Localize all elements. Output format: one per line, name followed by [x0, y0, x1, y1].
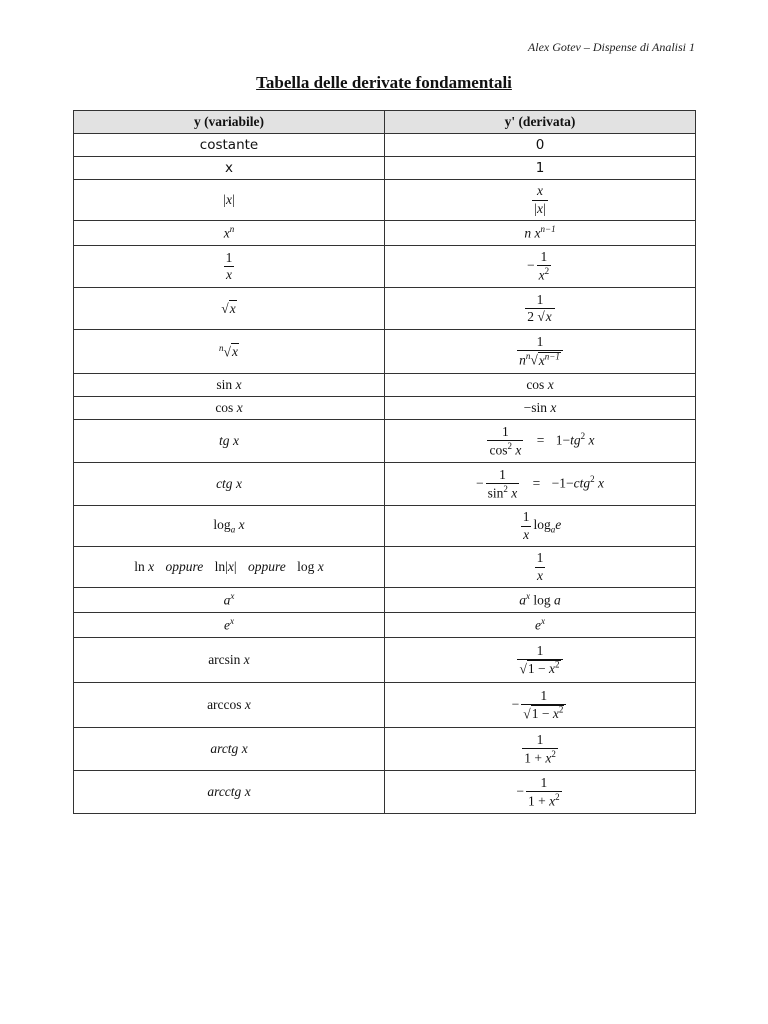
math-radicand	[531, 705, 565, 721]
cell-function	[74, 683, 385, 728]
cell-function: costante	[74, 134, 385, 157]
fraction-denominator	[521, 704, 566, 722]
math-text: √	[523, 706, 531, 722]
cell-derivative	[385, 288, 696, 330]
math-text: x	[538, 352, 545, 368]
cell-function	[74, 506, 385, 547]
table-row	[74, 463, 696, 506]
fraction-denominator	[487, 440, 523, 458]
math-text: x	[511, 485, 518, 501]
math-text: √	[519, 661, 527, 677]
fraction-denominator	[526, 791, 562, 809]
cell-function	[74, 638, 385, 683]
column-header-function: y (variabile)	[74, 111, 385, 134]
fraction-denominator: x	[537, 567, 543, 583]
math-text: √	[537, 309, 545, 324]
fraction-numerator: 1	[540, 774, 548, 790]
math-text: x	[547, 377, 554, 392]
math-text: arcsin	[208, 652, 241, 667]
math-text: cos	[526, 377, 545, 392]
fraction-numerator: 1	[499, 466, 506, 482]
cell-function	[74, 547, 385, 588]
cell-derivative	[385, 683, 696, 728]
math-radicand	[538, 352, 561, 368]
math-text: tg	[219, 433, 230, 448]
fraction-numerator: x	[537, 183, 543, 199]
math-text: x	[545, 750, 552, 766]
fraction-denominator	[486, 483, 520, 501]
cell-function	[74, 330, 385, 374]
cell-derivative	[385, 547, 696, 588]
math-text: −	[526, 257, 535, 273]
math-text: arccos	[207, 697, 242, 712]
math-exponent: 2	[555, 659, 560, 670]
table-row	[74, 246, 696, 288]
cell-derivative	[385, 397, 696, 420]
math-text: ctg	[573, 475, 591, 491]
fraction-numerator: 1	[225, 249, 233, 265]
cell-function	[74, 420, 385, 463]
column-header-derivative: y' (derivata)	[385, 111, 696, 134]
cell-function	[74, 221, 385, 246]
math-radicand	[527, 660, 561, 676]
math-radicand: x	[229, 300, 236, 316]
fraction-denominator	[532, 200, 547, 216]
cell-derivative	[385, 221, 696, 246]
math-text: =	[532, 475, 541, 491]
math-exponent: 2	[503, 483, 508, 494]
table-row	[74, 506, 696, 547]
math-text: n	[524, 225, 532, 241]
math-text: x	[235, 476, 242, 491]
cell-function	[74, 613, 385, 638]
math-text: x	[235, 377, 242, 392]
math-text: log	[533, 592, 551, 608]
math-subscript: a	[230, 524, 236, 535]
math-text: arcctg	[207, 784, 242, 799]
fraction-denominator: x	[523, 526, 530, 542]
cell-function	[74, 374, 385, 397]
table-row	[74, 134, 696, 157]
fraction	[224, 251, 235, 282]
header-note: Alex Gotev – Dispense di Analisi 1	[527, 40, 695, 54]
cell-derivative	[385, 420, 696, 463]
math-text: x	[598, 475, 604, 491]
math-text: x	[226, 192, 232, 207]
math-text: |	[225, 559, 228, 574]
math-text: x	[241, 741, 248, 756]
math-text: oppure	[247, 559, 286, 574]
math-text: tg	[570, 432, 581, 448]
math-text: ln	[134, 559, 145, 574]
math-exponent: n−1	[540, 224, 556, 235]
math-text: log	[533, 517, 551, 533]
math-text: cos	[489, 442, 508, 458]
fraction-numerator: 1	[502, 423, 509, 439]
math-text: log	[213, 517, 231, 533]
table-row	[74, 420, 696, 463]
math-text: x	[515, 442, 522, 458]
fraction-denominator	[517, 659, 562, 677]
fraction-denominator: x	[226, 267, 232, 282]
math-radicand: x	[231, 344, 238, 360]
cell-derivative	[385, 728, 696, 771]
math-text: x	[244, 697, 251, 712]
fraction-numerator: 1	[522, 509, 530, 525]
fraction-numerator: 1	[536, 291, 544, 307]
math-text: ln	[214, 559, 226, 574]
math-text: x	[550, 400, 557, 415]
cell-derivative: 1	[385, 157, 696, 180]
fraction	[537, 250, 552, 283]
fraction	[517, 644, 562, 677]
math-text: −	[476, 475, 484, 491]
cell-derivative	[385, 771, 696, 814]
table-row	[74, 180, 696, 221]
fraction	[525, 293, 555, 324]
math-text: x	[549, 793, 556, 809]
fraction	[521, 689, 566, 722]
table-row	[74, 638, 696, 683]
math-text: sin	[216, 377, 233, 392]
table-row	[74, 547, 696, 588]
math-text: −1−	[551, 475, 574, 491]
math-exponent: x	[230, 616, 234, 627]
math-subscript: a	[550, 524, 556, 535]
cell-derivative	[385, 246, 696, 288]
math-root-index: n	[219, 342, 224, 353]
math-text: 1 +	[528, 793, 546, 809]
fraction-denominator	[525, 308, 555, 324]
cell-function	[74, 246, 385, 288]
math-text: √	[223, 344, 231, 360]
math-text: x	[538, 267, 545, 283]
fraction	[487, 425, 523, 458]
math-text: −	[511, 696, 520, 712]
math-text: a	[519, 592, 526, 608]
math-text: sin	[487, 485, 504, 501]
math-text: x	[227, 559, 234, 574]
fraction	[535, 551, 546, 582]
fraction-denominator	[537, 265, 552, 283]
math-text: =	[536, 432, 545, 448]
math-text: oppure	[165, 559, 204, 574]
math-text: |	[232, 192, 235, 207]
cell-derivative	[385, 374, 696, 397]
math-text: |	[543, 200, 546, 216]
math-text: sin	[531, 400, 547, 415]
cell-function	[74, 771, 385, 814]
math-text: x	[552, 706, 559, 722]
math-text: x	[549, 661, 556, 677]
math-exponent: n	[229, 224, 235, 235]
math-text: 1−	[555, 432, 571, 448]
math-text: 1 −	[527, 661, 546, 677]
table-row	[74, 157, 696, 180]
math-text: −	[516, 783, 524, 799]
math-text: arctg	[210, 741, 239, 756]
table-row	[74, 728, 696, 771]
math-text: |	[233, 559, 237, 574]
math-text: e	[224, 617, 230, 633]
cell-derivative	[385, 463, 696, 506]
math-exponent: x	[525, 591, 530, 602]
table-header-row	[74, 111, 696, 134]
cell-derivative: 0	[385, 134, 696, 157]
math-text: x	[232, 433, 239, 448]
math-text: a	[554, 592, 561, 608]
fraction	[532, 184, 547, 215]
math-radicand: x	[545, 309, 552, 324]
math-text: 1 −	[531, 706, 550, 722]
cell-function	[74, 463, 385, 506]
math-text: x	[238, 517, 245, 533]
table-row	[74, 330, 696, 374]
cell-derivative	[385, 613, 696, 638]
fraction-numerator: 1	[536, 550, 544, 566]
math-text: x	[236, 400, 243, 415]
table-row	[74, 397, 696, 420]
fraction-numerator: 1	[536, 334, 544, 350]
fraction	[526, 776, 562, 809]
math-exponent: x	[541, 616, 545, 627]
table-row	[74, 221, 696, 246]
math-text: √	[221, 300, 229, 316]
math-exponent: 2	[555, 791, 560, 802]
table-row	[74, 288, 696, 330]
math-exponent: 2	[507, 440, 512, 451]
math-text: e	[555, 517, 562, 533]
math-text: 1 +	[524, 750, 542, 766]
fraction-denominator	[517, 350, 563, 368]
math-text: |	[223, 192, 226, 207]
math-exponent: 2	[544, 266, 550, 277]
math-text: cos	[215, 400, 234, 415]
table-row	[74, 771, 696, 814]
fraction-numerator: 1	[540, 687, 548, 703]
derivatives-table	[73, 110, 696, 814]
cell-function	[74, 180, 385, 221]
math-exponent: x	[230, 591, 235, 602]
math-text: x	[588, 432, 595, 448]
cell-derivative	[385, 588, 696, 613]
math-text: x	[537, 200, 543, 216]
cell-derivative	[385, 638, 696, 683]
table-row	[74, 374, 696, 397]
cell-function	[74, 728, 385, 771]
cell-function	[74, 397, 385, 420]
math-root-index: n	[525, 351, 531, 362]
page-title: Tabella delle derivate fondamentali	[256, 73, 512, 92]
fraction	[486, 468, 520, 501]
math-text: ctg	[216, 476, 233, 491]
math-text: 2	[527, 309, 534, 324]
fraction-denominator	[522, 748, 558, 766]
math-text: x	[534, 225, 541, 241]
math-exponent: n−1	[544, 351, 560, 362]
math-exponent: 2	[590, 473, 595, 484]
cell-derivative	[385, 330, 696, 374]
math-text: e	[535, 617, 541, 633]
math-text: x	[317, 559, 324, 574]
math-text: √	[530, 352, 538, 368]
math-exponent: 2	[580, 430, 586, 441]
math-text: x	[223, 225, 230, 241]
cell-derivative	[385, 506, 696, 547]
math-text: x	[148, 559, 155, 574]
math-exponent: 2	[558, 704, 564, 715]
fraction	[521, 510, 532, 541]
fraction-numerator: 1	[536, 731, 544, 747]
table-row	[74, 683, 696, 728]
math-text: a	[223, 592, 231, 608]
cell-function: x	[74, 157, 385, 180]
math-text: |	[534, 200, 537, 216]
fraction-numerator: 1	[540, 249, 548, 265]
fraction	[517, 335, 563, 368]
fraction	[522, 733, 558, 766]
cell-derivative	[385, 180, 696, 221]
table-row	[74, 588, 696, 613]
cell-function	[74, 288, 385, 330]
fraction-numerator: 1	[536, 642, 544, 658]
math-text: n	[519, 352, 526, 368]
math-exponent: 2	[551, 748, 556, 759]
cell-function	[74, 588, 385, 613]
math-text: x	[244, 784, 251, 799]
table-row	[74, 613, 696, 638]
math-text: −	[523, 400, 532, 415]
math-text: x	[243, 652, 250, 667]
math-text: log	[297, 559, 315, 574]
